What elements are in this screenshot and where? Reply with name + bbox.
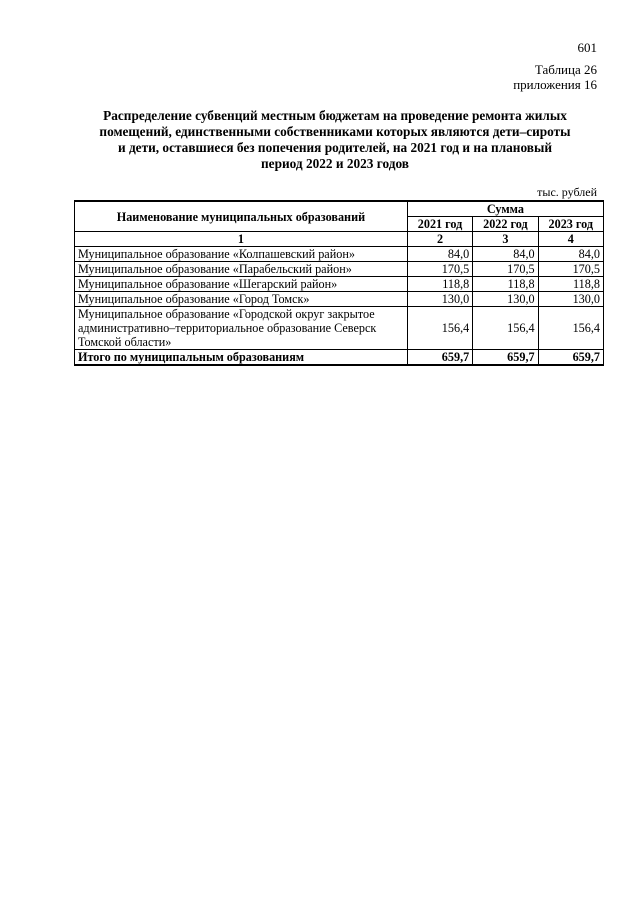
total-2023: 659,7 <box>538 350 603 366</box>
municipality-name: Муниципальное образование «Шегарский район» <box>75 277 408 292</box>
subvention-table <box>74 200 604 366</box>
table-row <box>75 277 604 292</box>
unit-label: тыс. рублей <box>537 185 597 199</box>
title-line: помещений, единственными собственниками которых являются дети–сироты <box>99 124 571 139</box>
amount-2021: 156,4 <box>407 307 472 350</box>
amount-2021: 170,5 <box>407 262 472 277</box>
header-year: 2021 год <box>407 217 472 232</box>
municipality-name: Муниципальное образование «Город Томск» <box>75 292 408 307</box>
table-row <box>75 292 604 307</box>
total-label: Итого по муниципальным образованиям <box>75 350 408 366</box>
amount-2023: 170,5 <box>538 262 603 277</box>
table-reference <box>513 62 597 92</box>
table-row <box>75 247 604 262</box>
amount-2022: 84,0 <box>473 247 538 262</box>
column-number: 2 <box>407 232 472 247</box>
column-number: 3 <box>473 232 538 247</box>
header-year: 2022 год <box>473 217 538 232</box>
amount-2023: 156,4 <box>538 307 603 350</box>
table-header-row <box>75 201 604 217</box>
column-number-row <box>75 232 604 247</box>
title-line: и дети, оставшиеся без попечения родителей, на 2021 год и на плановый <box>117 140 553 155</box>
header-sum: Сумма <box>407 201 603 217</box>
title-line: период 2022 и 2023 годов <box>261 156 409 171</box>
page-number: 601 <box>577 40 597 55</box>
table-label: Таблица 26 <box>534 62 597 77</box>
title-line: Распределение субвенций местным бюджетам на проведение ремонта жилых <box>103 108 567 123</box>
amount-2022: 130,0 <box>473 292 538 307</box>
column-number: 1 <box>75 232 408 247</box>
header-year: 2023 год <box>538 217 603 232</box>
municipality-name: Муниципальное образование «Городской округ закрытое административно–территориальное образование Северск Томской области» <box>75 307 408 350</box>
table-row <box>75 262 604 277</box>
amount-2022: 170,5 <box>473 262 538 277</box>
amount-2021: 118,8 <box>407 277 472 292</box>
table-row <box>75 307 604 350</box>
amount-2021: 84,0 <box>407 247 472 262</box>
amount-2023: 84,0 <box>538 247 603 262</box>
total-2022: 659,7 <box>473 350 538 366</box>
document-title <box>70 108 600 172</box>
amount-2022: 118,8 <box>473 277 538 292</box>
municipality-name: Муниципальное образование «Колпашевский район» <box>75 247 408 262</box>
column-number: 4 <box>538 232 603 247</box>
total-row <box>75 350 604 366</box>
header-name: Наименование муниципальных образований <box>75 201 408 232</box>
amount-2021: 130,0 <box>407 292 472 307</box>
total-2021: 659,7 <box>407 350 472 366</box>
amount-2022: 156,4 <box>473 307 538 350</box>
municipality-name: Муниципальное образование «Парабельский район» <box>75 262 408 277</box>
amount-2023: 118,8 <box>538 277 603 292</box>
appendix-label: приложения 16 <box>513 77 597 92</box>
amount-2023: 130,0 <box>538 292 603 307</box>
